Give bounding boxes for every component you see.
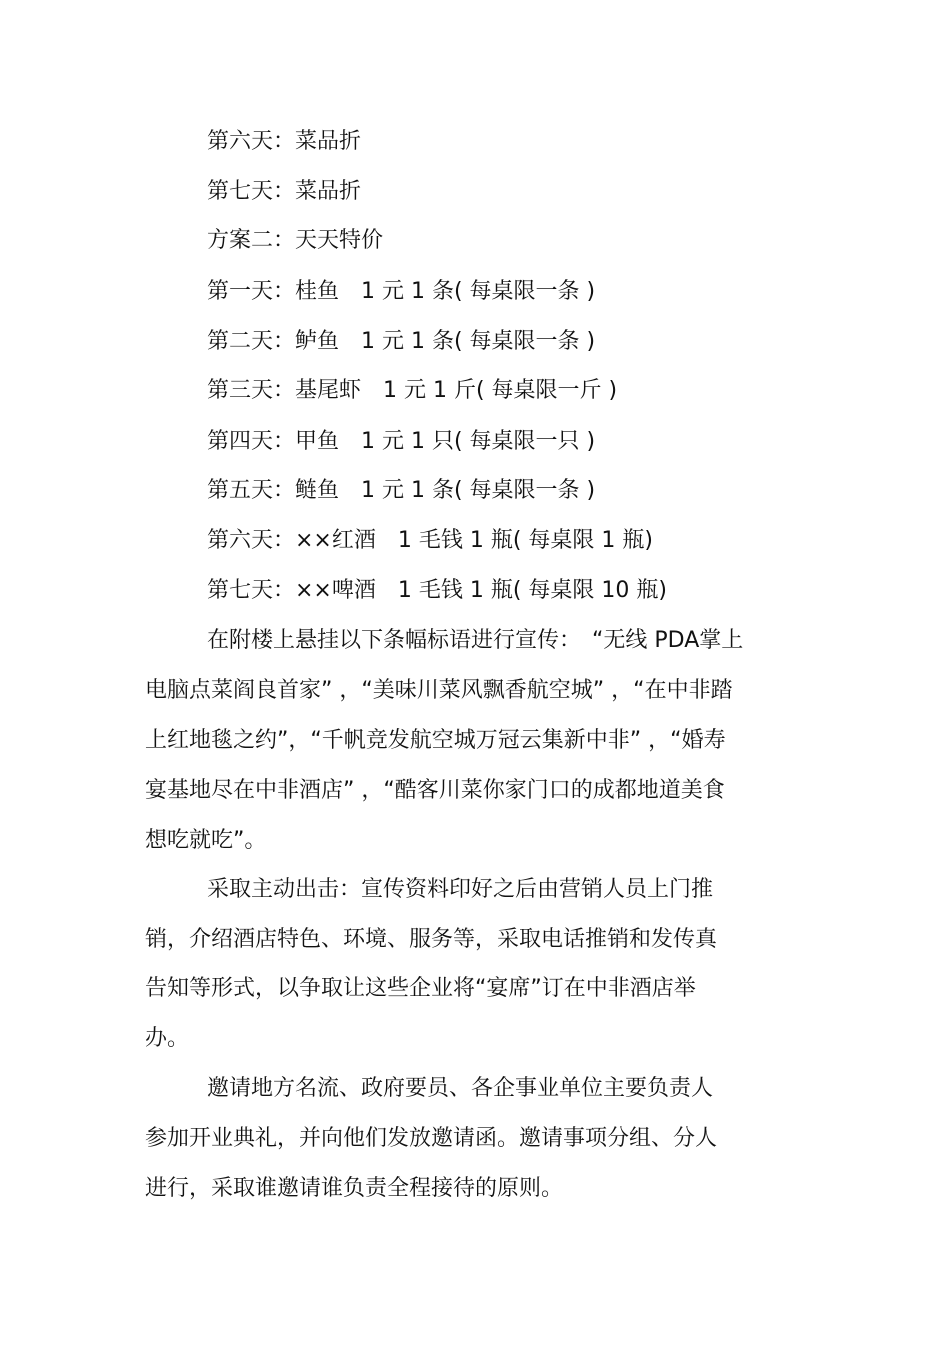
paragraph-invite-line: 邀请地方名流、政府要员、各企事业单位主要负责人 bbox=[207, 1076, 714, 1101]
list-item-special-day6: 第六天：××红酒 1 毛钱 1 瓶( 每桌限 1 瓶) bbox=[207, 528, 653, 553]
paragraph-outreach-line: 采取主动出击：宣传资料印好之后由营销人员上门推 bbox=[207, 877, 714, 902]
paragraph-invite-line: 参加开业典礼，并向他们发放邀请函。邀请事项分组、分人 bbox=[145, 1126, 718, 1151]
section-heading-plan-two: 方案二：天天特价 bbox=[207, 228, 384, 253]
list-item-special-day7: 第七天：××啤酒 1 毛钱 1 瓶( 每桌限 10 瓶) bbox=[207, 578, 667, 603]
paragraph-banners-line: 电脑点菜阎良首家” ，“美味川菜风飘香航空城” ，“在中非踏 bbox=[145, 678, 733, 703]
paragraph-banners-line: 在附楼上悬挂以下条幅标语进行宣传： “无线 PDA掌上 bbox=[207, 628, 744, 653]
paragraph-invite-line: 进行，采取谁邀请谁负责全程接待的原则。 bbox=[145, 1176, 564, 1201]
paragraph-outreach-line: 告知等形式，以争取让这些企业将“宴席”订在中非酒店举 bbox=[145, 976, 696, 1001]
paragraph-banners-line: 想吃就吃”。 bbox=[145, 828, 267, 853]
paragraph-outreach-line: 销，介绍酒店特色、环境、服务等，采取电话推销和发传真 bbox=[145, 927, 718, 952]
list-item-day6-discount: 第六天：菜品折 bbox=[207, 129, 362, 154]
paragraph-outreach-line: 办。 bbox=[145, 1026, 190, 1051]
list-item-day7-discount: 第七天：菜品折 bbox=[207, 179, 362, 204]
paragraph-banners-line: 上红地毯之约”，“千帆竞发航空城万冠云集新中非” ，“婚寿 bbox=[145, 728, 726, 753]
paragraph-banners-line: 宴基地尽在中非酒店” ，“酷客川菜你家门口的成都地道美食 bbox=[145, 778, 725, 803]
list-item-special-day4: 第四天：甲鱼 1 元 1 只( 每桌限一只 ) bbox=[207, 429, 596, 454]
list-item-special-day2: 第二天：鲈鱼 1 元 1 条( 每桌限一条 ) bbox=[207, 329, 596, 354]
list-item-special-day1: 第一天：桂鱼 1 元 1 条( 每桌限一条 ) bbox=[207, 279, 596, 304]
list-item-special-day3: 第三天：基尾虾 1 元 1 斤( 每桌限一斤 ) bbox=[207, 378, 618, 403]
list-item-special-day5: 第五天：鲢鱼 1 元 1 条( 每桌限一条 ) bbox=[207, 478, 596, 503]
